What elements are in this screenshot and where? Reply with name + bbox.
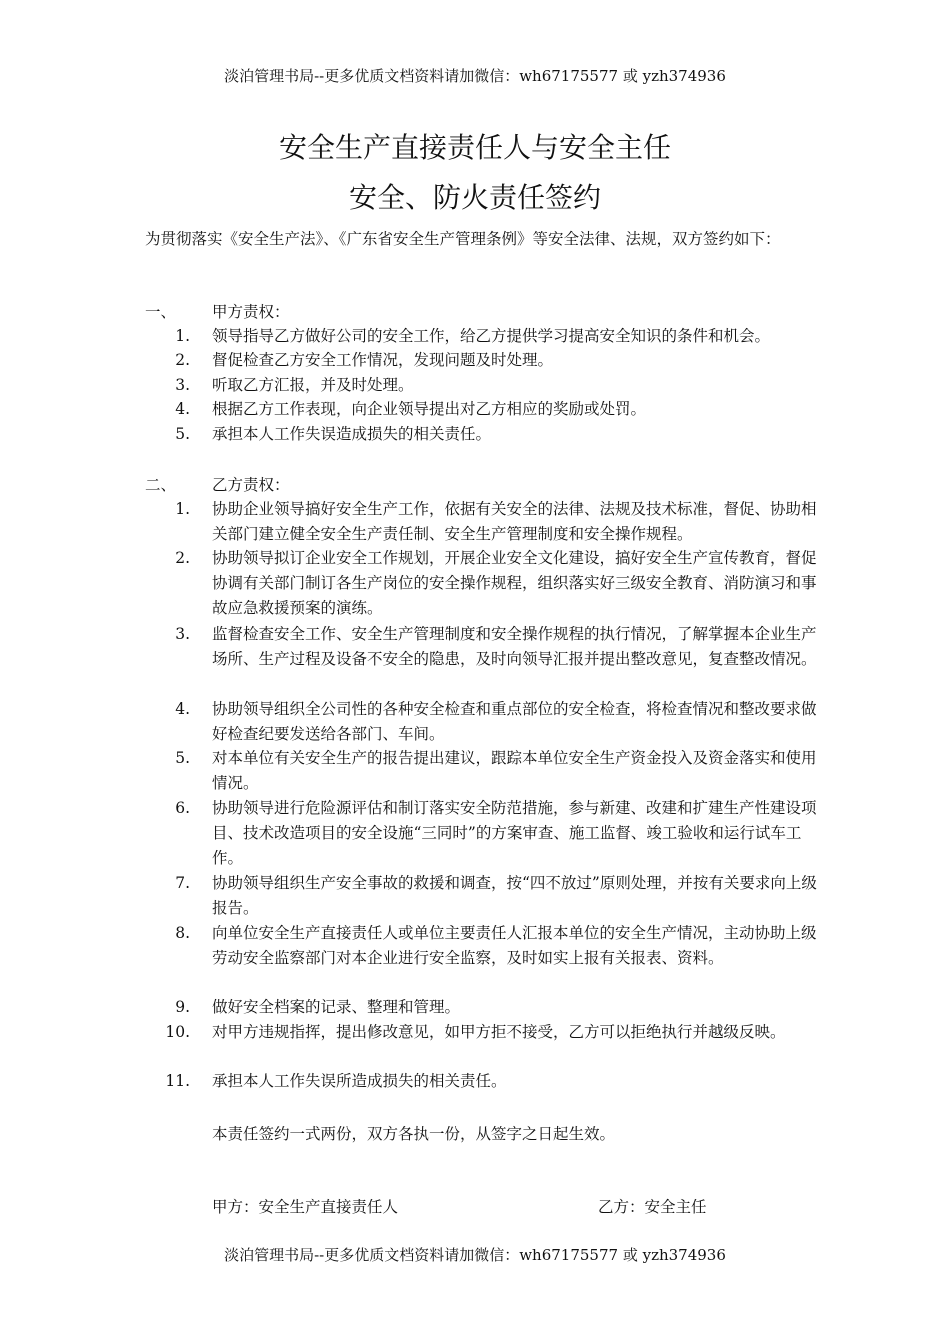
s2-item-number: 2. — [175, 549, 190, 567]
s2-item-number: 11. — [165, 1072, 190, 1090]
s1-item-text: 根据乙方工作表现，向企业领导提出对乙方相应的奖励或处罚。 — [212, 400, 647, 418]
page-header: 淡泊管理书局--更多优质文档资料请加微信：wh67175577 或 yzh374936 — [224, 67, 726, 85]
s2-item-text: 协助领导进行危险源评估和制订落实安全防范措施，参与新建、改建和扩建生产性建设项目、技术改造项目的安全设施“三同时”的方案审查、施工监督、竣工验收和运行试车工作。 — [212, 799, 817, 867]
section2-label: 乙方责权： — [212, 476, 290, 494]
s1-item-number: 2. — [175, 351, 190, 369]
s2-item-number: 7. — [175, 874, 190, 892]
s2-item-number: 9. — [175, 998, 190, 1016]
s1-item-number: 3. — [175, 376, 190, 394]
s1-item-text: 承担本人工作失误造成损失的相关责任。 — [212, 425, 492, 443]
page-footer: 淡泊管理书局--更多优质文档资料请加微信：wh67175577 或 yzh374936 — [224, 1246, 726, 1264]
s2-item-number: 1. — [175, 500, 190, 518]
section2-number: 二、 — [145, 476, 177, 494]
section1-number: 一、 — [145, 303, 177, 321]
s2-item-text: 协助领导拟订企业安全工作规划，开展企业安全文化建设，搞好安全生产宣传教育，督促协调有关部门制订各生产岗位的安全操作规程，组织落实好三级安全教育、消防演习和事故应急救援预案的演练。 — [212, 549, 817, 617]
intro-paragraph: 为贯彻落实《安全生产法》、《广东省安全生产管理条例》等安全法律、法规，双方签约如下： — [145, 230, 781, 248]
closing-statement: 本责任签约一式两份，双方各执一份，从签字之日起生效。 — [212, 1125, 616, 1143]
s2-item-text: 对甲方违规指挥，提出修改意见，如甲方拒不接受，乙方可以拒绝执行并越级反映。 — [212, 1023, 786, 1041]
s1-item-number: 5. — [175, 425, 190, 443]
s2-item-text: 监督检查安全工作、安全生产管理制度和安全操作规程的执行情况，了解掌握本企业生产场所、生产过程及设备不安全的隐患，及时向领导汇报并提出整改意见，复查整改情况。 — [212, 625, 817, 668]
s2-item-number: 10. — [165, 1023, 190, 1041]
s2-item-text: 做好安全档案的记录、整理和管理。 — [212, 998, 461, 1016]
s1-item-number: 1. — [175, 327, 190, 345]
title-line-1: 安全生产直接责任人与安全主任 — [278, 131, 671, 164]
s2-item-number: 3. — [175, 625, 190, 643]
s2-item-text: 承担本人工作失误所造成损失的相关责任。 — [212, 1072, 507, 1090]
s2-item-text: 对本单位有关安全生产的报告提出建议，跟踪本单位安全生产资金投入及资金落实和使用情况。 — [212, 749, 817, 792]
s2-item-text: 协助领导组织全公司性的各种安全检查和重点部位的安全检查，将检查情况和整改要求做好检查纪要发送给各部门、车间。 — [212, 700, 817, 743]
title-line-2: 安全、防火责任签约 — [348, 181, 601, 214]
signature-party-a: 甲方：安全生产直接责任人 — [212, 1198, 399, 1216]
s2-item-number: 6. — [175, 799, 190, 817]
s2-item-text: 向单位安全生产直接责任人或单位主要责任人汇报本单位的安全生产情况，主动协助上级劳动安全监察部门对本企业进行安全监察，及时如实上报有关报表、资料。 — [212, 924, 817, 967]
s2-item-number: 8. — [175, 924, 190, 942]
s1-item-number: 4. — [175, 400, 190, 418]
s1-item-text: 领导指导乙方做好公司的安全工作，给乙方提供学习提高安全知识的条件和机会。 — [212, 327, 771, 345]
s2-item-number: 5. — [175, 749, 190, 767]
signature-party-b: 乙方：安全主任 — [598, 1198, 707, 1216]
s1-item-text: 听取乙方汇报，并及时处理。 — [212, 376, 414, 394]
s1-item-text: 督促检查乙方安全工作情况，发现问题及时处理。 — [212, 351, 554, 369]
s2-item-text: 协助企业领导搞好安全生产工作，依据有关安全的法律、法规及技术标准，督促、协助相关部门建立健全安全生产责任制、安全生产管理制度和安全操作规程。 — [212, 500, 817, 543]
section1-label: 甲方责权： — [212, 303, 290, 321]
s2-item-text: 协助领导组织生产安全事故的救援和调查，按“四不放过”原则处理，并按有关要求向上级报告。 — [212, 874, 817, 917]
s2-item-number: 4. — [175, 700, 190, 718]
